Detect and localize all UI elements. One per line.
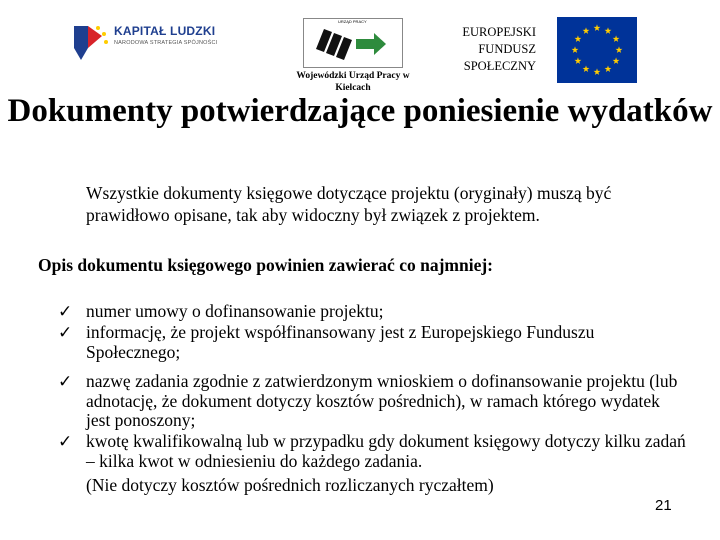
page-title: Dokumenty potwierdzające poniesienie wydatków: [7, 93, 713, 129]
efs-line-1: EUROPEJSKI: [462, 25, 536, 39]
intro-paragraph: Wszystkie dokumenty księgowe dotyczące projektu (oryginały) muszą być prawidłowo opisane, tak aby widoczny był związek z projektem.: [86, 183, 612, 225]
wup-caption: Wojewódzki Urząd Pracy w Kielcach: [296, 71, 410, 93]
page-number: 21: [655, 497, 672, 514]
efs-line-3: SPOŁECZNY: [463, 59, 536, 73]
efs-line-2: FUNDUSZ: [478, 42, 536, 56]
list-item: kwotę kwalifikowalną lub w przypadku gdy dokument księgowy dotyczy kilku zadań – kilka kwot w odniesieniu do każdego zadania.: [86, 431, 686, 471]
list-item: informację, że projekt współfinansowany jest z Europejskiego Funduszu Społecznego;: [86, 322, 595, 362]
wup-emblem-icon: [304, 19, 402, 67]
check-icon: ✓: [58, 302, 73, 322]
note-text: (Nie dotyczy kosztów pośrednich rozliczanych ryczałtem): [86, 475, 494, 495]
list-item: numer umowy o dofinansowanie projektu;: [86, 301, 384, 321]
kapital-ludzki-title: KAPITAŁ LUDZKI: [114, 24, 216, 38]
kapital-ludzki-emblem-icon: [68, 22, 114, 62]
kapital-ludzki-subtitle: NARODOWA STRATEGIA SPÓJNOŚCI: [114, 40, 218, 46]
list-item: nazwę zadania zgodnie z zatwierdzonym wnioskiem o dofinansowanie projektu (lub adnotację, że dokument dotyczy kosztów pośrednich), w ramach którego wydatek jest ponoszony;: [86, 371, 678, 430]
check-icon: ✓: [58, 432, 73, 452]
wup-logo: [303, 18, 403, 68]
kapital-ludzki-logo: [68, 18, 228, 70]
eu-flag-icon: [557, 17, 637, 83]
check-icon: ✓: [58, 372, 73, 392]
efs-text: [430, 24, 536, 75]
requirements-heading: Opis dokumentu księgowego powinien zawierać co najmniej:: [38, 255, 493, 275]
wup-sign-text: URZĄD PRACY: [338, 19, 367, 24]
check-icon: ✓: [58, 323, 73, 343]
